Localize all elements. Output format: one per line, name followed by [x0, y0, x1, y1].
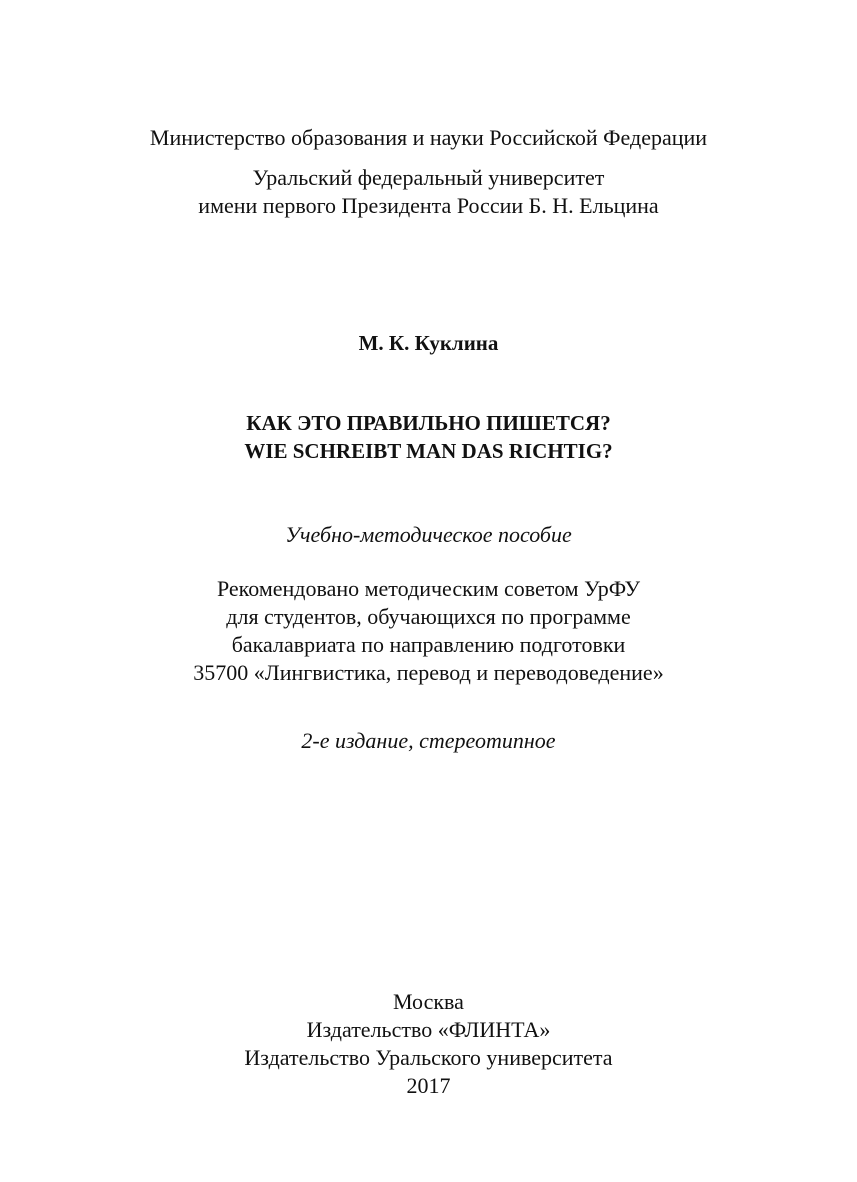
author-name: М. К. Куклина: [358, 331, 499, 355]
imprint-publisher-1: Издательство «ФЛИНТА»: [306, 1017, 551, 1042]
recommendation-line-2: для студентов, обучающихся по программе: [226, 604, 631, 629]
university-name-line-1: Уральский федеральный университет: [252, 165, 605, 190]
recommendation-line-1: Рекомендовано методическим советом УрФУ: [216, 576, 641, 601]
ministry-name: Министерство образования и науки Российской Федерации: [149, 125, 708, 150]
book-title-russian: КАК ЭТО ПРАВИЛЬНО ПИШЕТСЯ?: [246, 411, 611, 435]
university-name-line-2: имени первого Президента России Б. Н. Ельцина: [198, 193, 659, 218]
book-title-german: WIE SCHREIBT MAN DAS RICHTIG?: [244, 439, 613, 463]
edition-note: 2-е издание, стереотипное: [301, 728, 556, 753]
imprint-city: Москва: [393, 989, 464, 1014]
recommendation-line-3: бакалавриата по направлению подготовки: [231, 632, 626, 657]
recommendation-line-4: 35700 «Лингвистика, перевод и переводоведение»: [193, 660, 664, 685]
book-subtitle: Учебно-методическое пособие: [285, 522, 572, 547]
imprint-year: 2017: [406, 1073, 451, 1098]
imprint-publisher-2: Издательство Уральского университета: [244, 1045, 613, 1070]
